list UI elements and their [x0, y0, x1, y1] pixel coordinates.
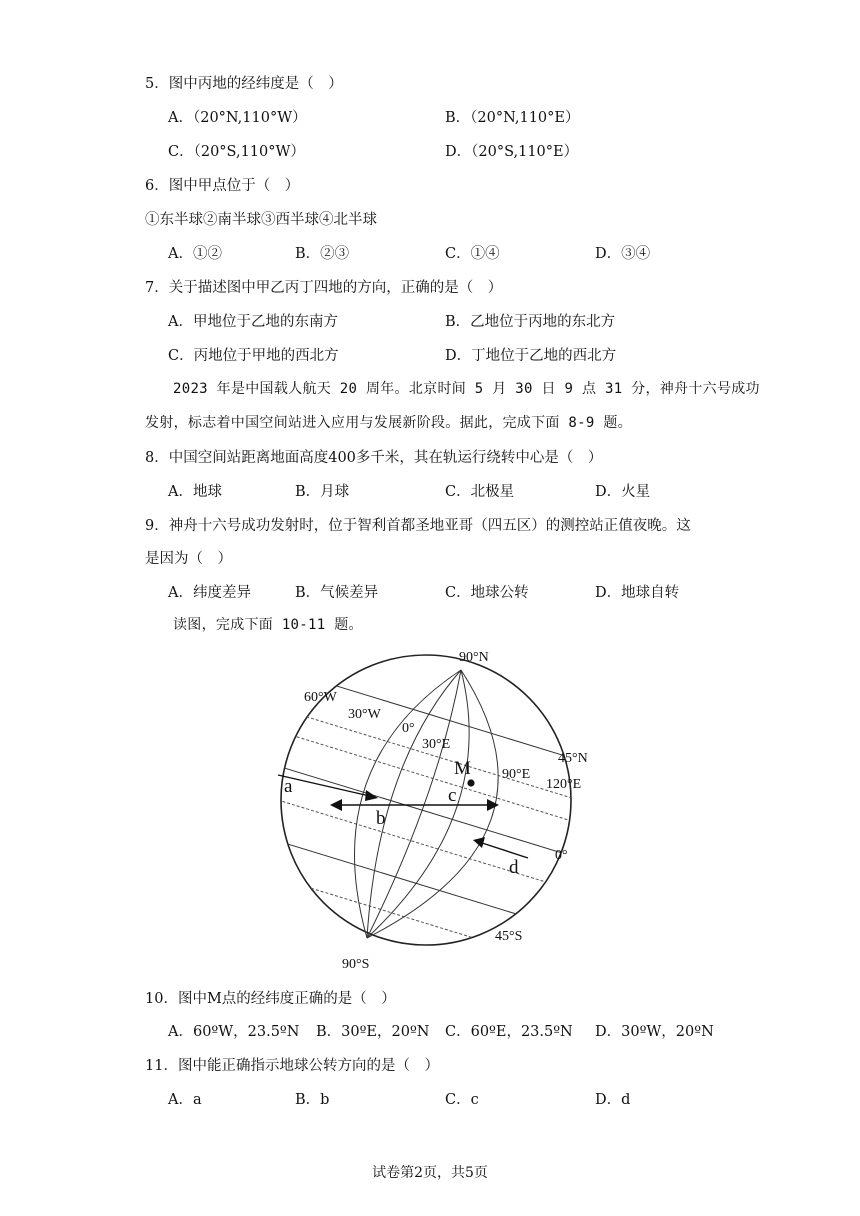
q6-option-b[interactable]: B．②③	[295, 246, 350, 262]
label-m: M	[454, 758, 471, 779]
parallel-dashed-3	[268, 797, 598, 898]
question-5-stem: 5．图中丙地的经纬度是（ ）	[145, 76, 343, 92]
q11-option-d[interactable]: D．d	[595, 1092, 631, 1108]
q10-option-b[interactable]: B．30ºE，20ºN	[316, 1024, 430, 1040]
parallel-45s	[268, 838, 598, 939]
question-11-stem: 11．图中能正确指示地球公转方向的是（ ）	[145, 1058, 439, 1074]
q6-option-c[interactable]: C．①④	[445, 246, 500, 262]
q6-option-a[interactable]: A．①②	[168, 246, 222, 262]
arrow-a-head	[365, 790, 378, 801]
q11-option-b[interactable]: B．b	[295, 1092, 330, 1108]
label-south-pole: 90°S	[342, 957, 370, 970]
q8-option-c[interactable]: C．北极星	[445, 484, 515, 500]
q5-option-d[interactable]: D．（20°S,110°E）	[445, 144, 579, 160]
q9-option-c[interactable]: C．地球公转	[445, 585, 529, 601]
passage-line-1: 2023 年是中国载人航天 20 周年。北京时间 5 月 30 日 9 点 31 分，神舟十六号成功	[173, 381, 760, 397]
question-6-stem: 6．图中甲点位于（ ）	[145, 178, 300, 194]
question-7-stem: 7．关于描述图中甲乙丙丁四地的方向，正确的是（ ）	[145, 280, 503, 296]
arrow-d-line	[479, 842, 528, 858]
label-c: c	[448, 785, 457, 806]
q5-option-c[interactable]: C．（20°S,110°W）	[168, 144, 305, 160]
question-8-stem: 8．中国空间站距离地面高度400多千米，其在轨运行绕转中心是（ ）	[145, 450, 603, 466]
label-45s: 45°S	[495, 929, 523, 944]
parallel-dashed-4	[268, 875, 598, 970]
label-b: b	[376, 808, 386, 829]
question-10-stem: 10．图中M点的经纬度正确的是（ ）	[145, 991, 396, 1007]
q9-option-a[interactable]: A．纬度差异	[168, 585, 251, 601]
arrow-d-head	[473, 837, 485, 848]
label-a: a	[284, 776, 293, 797]
label-120e: 120°E	[546, 777, 582, 792]
label-45n: 45°N	[558, 751, 588, 766]
q10-option-a[interactable]: A．60ºW，23.5ºN	[168, 1024, 300, 1040]
arrow-b-head	[330, 799, 342, 811]
q10-option-c[interactable]: C．60ºE，23.5ºN	[445, 1024, 573, 1040]
q5-option-b[interactable]: B．（20°N,110°E）	[445, 110, 580, 126]
label-d: d	[509, 857, 519, 878]
point-m	[467, 779, 474, 786]
q6-option-d[interactable]: D．③④	[595, 246, 651, 262]
arrow-c-head	[487, 799, 499, 811]
page-footer: 试卷第2页，共5页	[372, 1165, 488, 1181]
q8-option-a[interactable]: A．地球	[168, 484, 222, 500]
q7-option-b[interactable]: B．乙地位于丙地的东北方	[445, 314, 616, 330]
q7-option-c[interactable]: C．丙地位于甲地的西北方	[168, 348, 339, 364]
label-equator: 0°	[555, 848, 568, 863]
q9-option-d[interactable]: D．地球自转	[595, 585, 680, 601]
globe-figure	[268, 645, 598, 970]
q11-option-c[interactable]: C．c	[445, 1092, 479, 1108]
question-6-choices-text: ①东半球②南半球③西半球④北半球	[145, 212, 377, 228]
passage-2: 读图，完成下面 10-11 题。	[173, 617, 363, 633]
q9-option-b[interactable]: B．气候差异	[295, 585, 379, 601]
label-90e: 90°E	[502, 767, 531, 782]
passage-line-2: 发射，标志着中国空间站进入应用与发展新阶段。据此，完成下面 8-9 题。	[145, 415, 632, 431]
label-60w: 60°W	[304, 690, 337, 705]
q7-option-d[interactable]: D．丁地位于乙地的西北方	[445, 348, 617, 364]
q5-option-a[interactable]: A．（20°N,110°W）	[168, 110, 307, 126]
q10-option-d[interactable]: D．30ºW，20ºN	[595, 1024, 714, 1040]
q8-option-d[interactable]: D．火星	[595, 484, 651, 500]
q8-option-b[interactable]: B．月球	[295, 484, 350, 500]
label-30e: 30°E	[422, 737, 451, 752]
label-lon-0: 0°	[402, 721, 415, 736]
q11-option-a[interactable]: A．a	[168, 1092, 202, 1108]
label-30w: 30°W	[348, 707, 381, 722]
question-9-stem-cont: 是因为（ ）	[145, 551, 232, 567]
q7-option-a[interactable]: A．甲地位于乙地的东南方	[168, 314, 338, 330]
question-9-stem: 9．神舟十六号成功发射时，位于智利首都圣地亚哥（四五区）的测控站正值夜晚。这	[145, 518, 691, 534]
label-north-pole: 90°N	[459, 650, 489, 665]
